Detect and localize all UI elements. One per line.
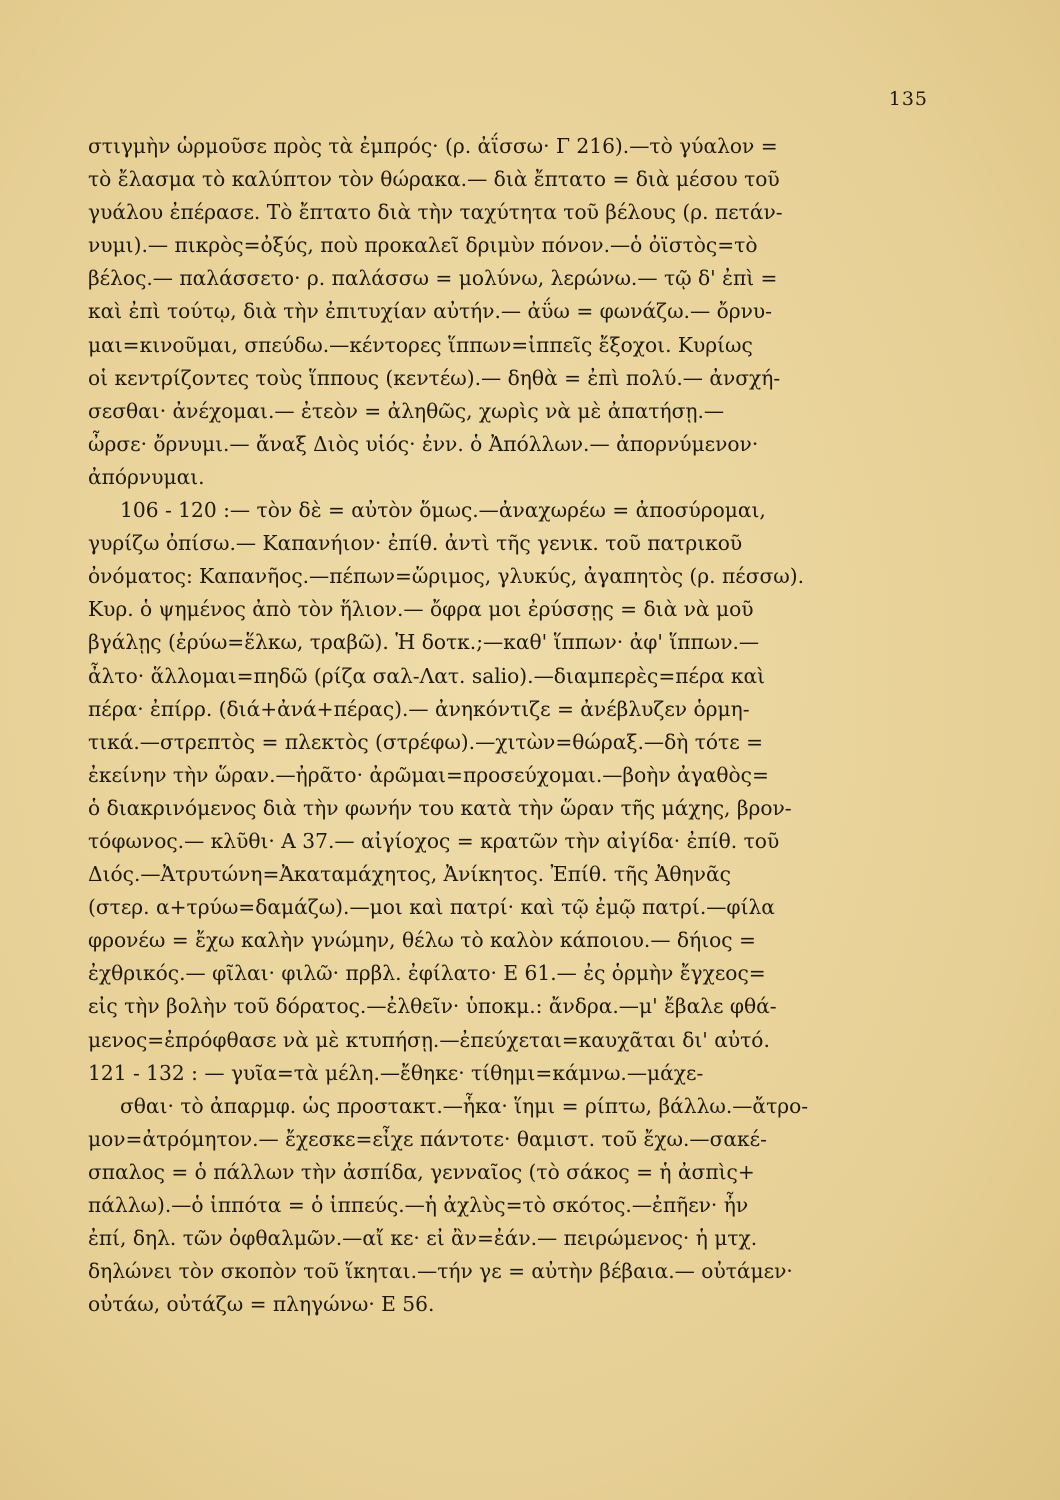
text-line: ὀνόματος: Καπανῆος.—πέπων=ὥριμος, γλυκύς, ἀγαπητὸς (ρ. πέσσω). bbox=[88, 564, 805, 589]
text-line: βέλος.— παλάσσετο· ρ. παλάσσω = μολύνω, λερώνω.— τῷ δ' ἐπὶ = bbox=[88, 266, 778, 291]
text-line: καὶ ἐπὶ τούτῳ, διὰ τὴν ἐπιτυχίαν αὐτήν.— ἀΰω = φωνάζω.— ὄρνυ- bbox=[88, 299, 772, 324]
text-line bbox=[88, 1321, 934, 1354]
text-line: βγάλῃς (ἐρύω=ἕλκω, τραβῶ). Ἡ δοτκ.;—καθ' ἵππων· ἀφ' ἵππων.— bbox=[88, 630, 760, 655]
text-line: μενος=ἐπρόφθασε νὰ μὲ κτυπήσῃ.—ἐπεύχεται=καυχᾶται δι' αὐτό. bbox=[88, 1027, 770, 1052]
text-line: στιγμὴν ὡρμοῦσε πρὸς τὰ ἐμπρός· (ρ. ἀΐσσω· Γ 216).—τὸ γύαλον = bbox=[88, 134, 778, 158]
text-line: τὸ ἔλασμα τὸ καλύπτον τὸν θώρακα.— διὰ ἔπτατο = διὰ μέσου τοῦ bbox=[88, 167, 780, 192]
page-number: 135 bbox=[888, 88, 928, 110]
text-line: ἐχθρικός.— φῖλαι· φιλῶ· πρβλ. ἐφίλατο· Ε 61.— ἐς ὁρμὴν ἔγχεος= bbox=[88, 961, 766, 986]
text-line: (στερ. α+τρύω=δαμάζω).—μοι καὶ πατρί· καὶ τῷ ἐμῷ πατρί.—φίλα bbox=[88, 895, 775, 920]
text-line: ἐκείνην τὴν ὥραν.—ἠρᾶτο· ἀρῶμαι=προσεύχομαι.—βοὴν ἀγαθὸς= bbox=[88, 762, 769, 787]
section-heading-line: σθαι· τὸ ἀπαρμφ. ὡς προστακτ.—ἧκα· ἵημι = ρίπτω, βάλλω.—ἄτρο- bbox=[120, 1093, 809, 1118]
text-line: φρονέω = ἔχω καλὴν γνώμην, θέλω τὸ καλὸν κάποιου.— δήιος = bbox=[88, 928, 756, 953]
text-line: σπαλος = ὁ πάλλων τὴν ἀσπίδα, γενναῖος (τὸ σάκος = ἡ ἀσπὶς+ bbox=[88, 1159, 755, 1184]
text-line: γυρίζω ὀπίσω.— Καπανήιον· ἐπίθ. ἀντὶ τῆς γενικ. τοῦ πατρικοῦ bbox=[88, 531, 743, 556]
text-line: μαι=κινοῦμαι, σπεύδω.—κέντορες ἵππων=ἱππεῖς ἔξοχοι. Κυρίως bbox=[88, 332, 753, 357]
text-line: ὦρσε· ὄρνυμι.— ἄναξ Διὸς υἱός· ἐνν. ὁ Ἀπόλλων.— ἀπορνύμενον· bbox=[88, 431, 759, 456]
text-line: γυάλου ἐπέρασε. Τὸ ἔπτατο διὰ τὴν ταχύτητα τοῦ βέλους (ρ. πετάν- bbox=[88, 200, 783, 225]
text-line: 121 - 132 : — γυῖα=τὰ μέλη.—ἔθηκε· τίθημι=κάμνω.—μάχε- bbox=[88, 1060, 704, 1085]
text-line: μον=ἀτρόμητον.— ἔχεσκε=εἶχε πάντοτε· θαμιστ. τοῦ ἔχω.—σακέ- bbox=[88, 1126, 767, 1151]
text-line: δηλώνει τὸν σκοπὸν τοῦ ἵκηται.—τήν γε = αὐτὴν βέβαια.— οὐτάμεν· bbox=[88, 1259, 793, 1284]
text-line: τόφωνος.— κλῦθι· Α 37.— αἰγίοχος = κρατῶν τὴν αἰγίδα· ἐπίθ. τοῦ bbox=[88, 828, 780, 853]
text-line: ὁ διακρινόμενος διὰ τὴν φωνήν του κατὰ τὴν ὥραν τῆς μάχης, βρον- bbox=[88, 795, 792, 820]
text-line: Κυρ. ὁ ψημένος ἀπὸ τὸν ἥλιον.— ὄφρα μοι ἐρύσσῃς = διὰ νὰ μοῦ bbox=[88, 597, 754, 622]
text-line: εἰς τὴν βολὴν τοῦ δόρατος.—ἐλθεῖν· ὑποκμ.: ἄνδρα.—μ' ἔβαλε φθά- bbox=[88, 994, 777, 1019]
text-line: τικά.—στρεπτὸς = πλεκτὸς (στρέφω).—χιτὼν=θώραξ.—δὴ τότε = bbox=[88, 729, 764, 754]
text-line: σεσθαι· ἀνέχομαι.— ἐτεὸν = ἀληθῶς, χωρὶς νὰ μὲ ἀπατήσῃ.— bbox=[88, 398, 725, 423]
text-line: νυμι).— πικρὸς=ὀξύς, ποὺ προκαλεῖ δριμὺν πόνον.—ὁ ὀϊστὸς=τὸ bbox=[88, 233, 758, 258]
commentary-text bbox=[88, 130, 934, 1354]
text-line: πέρα· ἐπίρρ. (διά+ἀνά+πέρας).— ἀνηκόντιζε = ἀνέβλυζεν ὁρμη- bbox=[88, 696, 750, 721]
section-heading-line: 106 - 120 :— τὸν δὲ = αὐτὸν ὅμως.—ἀναχωρέω = ἀποσύρομαι, bbox=[120, 498, 766, 523]
text-line: οἱ κεντρίζοντες τοὺς ἵππους (κεντέω).— δηθὰ = ἐπὶ πολύ.— ἀνσχή- bbox=[88, 365, 781, 390]
text-line: ἀπόρνυμαι. bbox=[88, 464, 205, 489]
text-line: Διός.—Ἀτρυτώνη=Ἀκαταμάχητος, Ἀνίκητος. Ἐπίθ. τῆς Ἀθηνᾶς bbox=[88, 862, 731, 887]
text-line: οὐτάω, οὐτάζω = πληγώνω· Ε 56. bbox=[88, 1292, 435, 1317]
text-line: ἐπί, δηλ. τῶν ὀφθαλμῶν.—αἴ κε· εἰ ἂν=ἐάν.— πειρώμενος· ἡ μτχ. bbox=[88, 1226, 758, 1251]
text-line: ἆλτο· ἅλλομαι=πηδῶ (ρίζα σαλ-Λατ. salio).—διαμπερὲς=πέρα καὶ bbox=[88, 663, 766, 688]
text-line: πάλλω).—ὁ ἱππότα = ὁ ἱππεύς.—ἡ ἀχλὺς=τὸ σκότος.—ἐπῆεν· ἦν bbox=[88, 1193, 749, 1217]
